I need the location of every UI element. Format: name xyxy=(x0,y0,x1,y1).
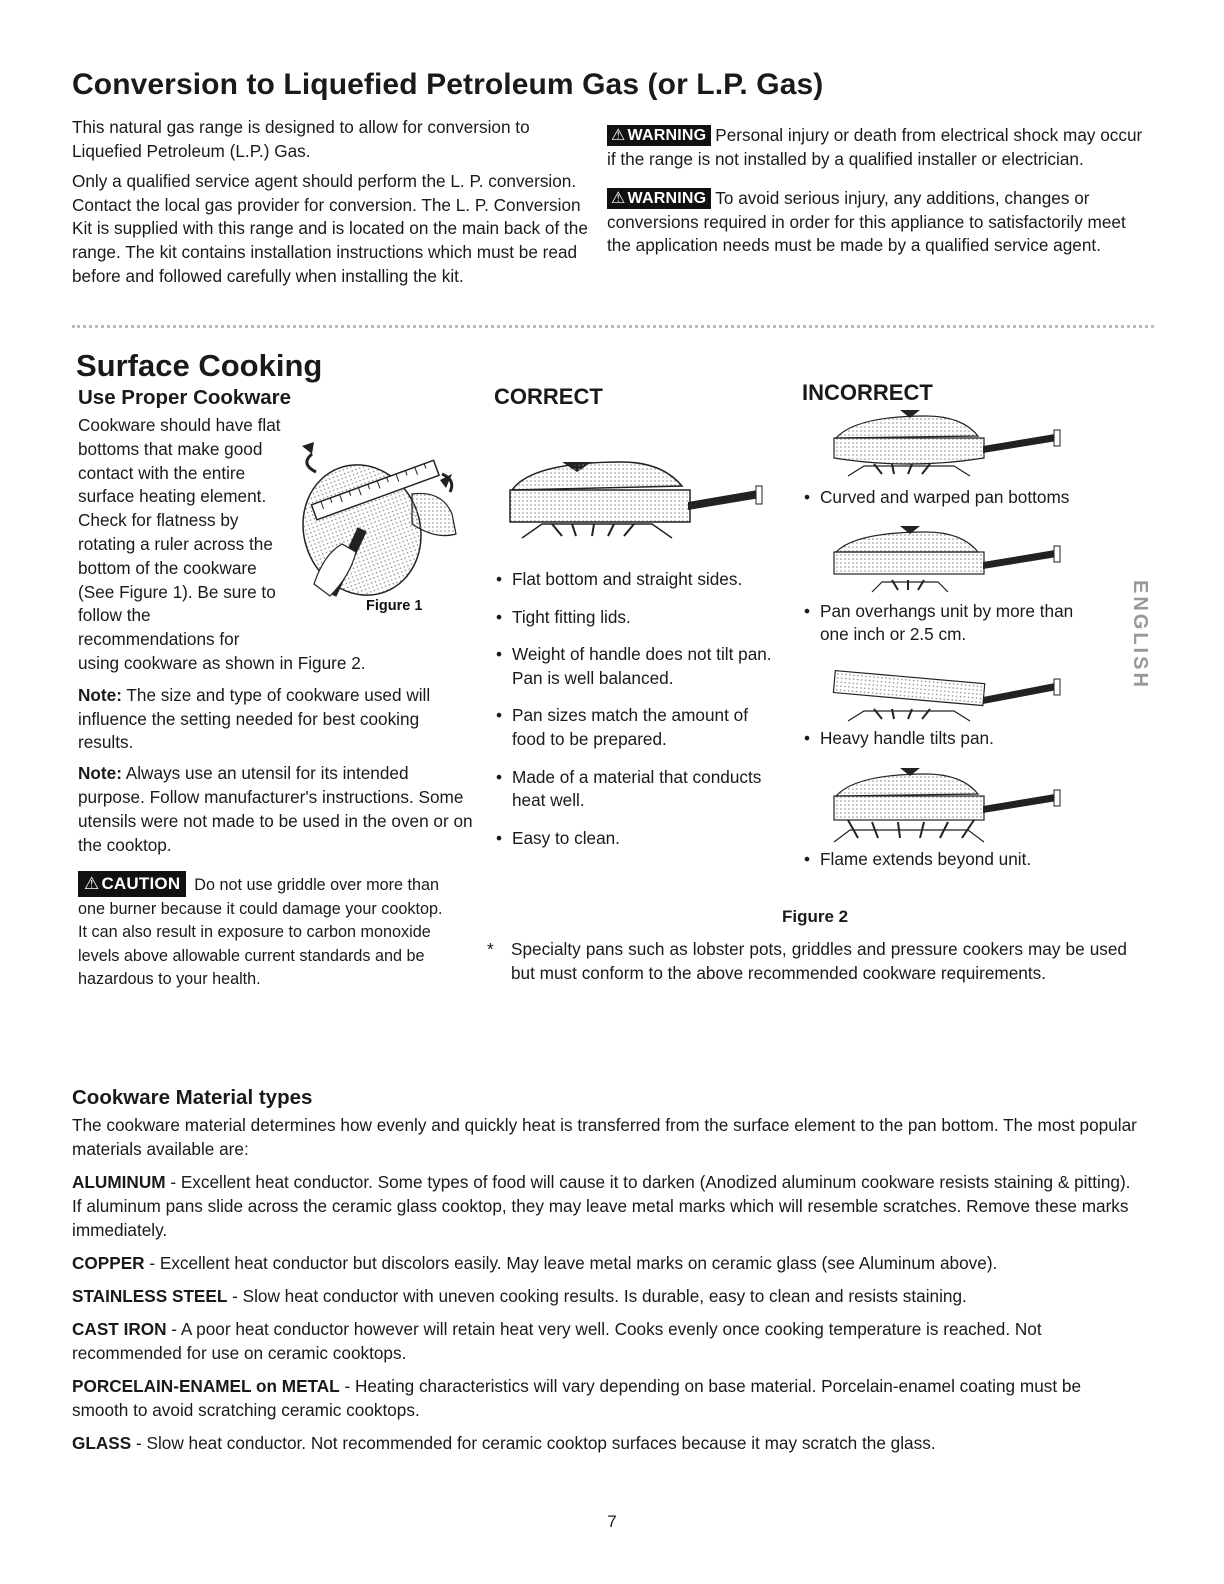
warning-badge xyxy=(607,125,711,146)
curved-pan-illustration xyxy=(828,406,1088,478)
incorrect-list-3 xyxy=(802,727,1102,751)
note-2-text: Always use an utensil for its intended purpose. Follow manufacturer's instructions. Some utensils were not made to be used in the oven or on the cooktop. xyxy=(78,763,473,855)
caution-badge xyxy=(78,871,186,897)
warning-2-text: To avoid serious injury, any additions, changes or conversions required in order for this appliance to satisfactorily meet the application needs must be made by a qualified service agent. xyxy=(607,188,1126,256)
figure-2-label: Figure 2 xyxy=(782,907,849,926)
section-heading-surface-cooking: Surface Cooking xyxy=(76,348,323,383)
list-item: • Pan sizes match the amount of food to be prepared. xyxy=(494,704,784,751)
list-item: • Pan overhangs unit by more than one inch or 2.5 cm. xyxy=(802,600,1102,647)
material-name: GLASS xyxy=(72,1433,132,1453)
material-item xyxy=(72,1284,1142,1308)
tilted-pan-illustration xyxy=(828,659,1088,723)
material-desc: - Excellent heat conductor but discolors easily. May leave metal marks on ceramic glass (see Aluminum above). xyxy=(144,1253,998,1273)
materials-intro: The cookware material determines how evenly and quickly heat is transferred from the surface element to the pan bottom. The most popular materials available are: xyxy=(72,1115,1137,1159)
material-desc: - Excellent heat conductor. Some types of food will cause it to darken (Anodized aluminum cookware resists staining & pitting). If aluminum pans slide across the ceramic glass cooktop, they may leave metal marks which will resemble scratches. Remove these marks immediately. xyxy=(72,1172,1131,1240)
caution-text: Do not use griddle over more than one burner because it could damage your cooktop. It can also result in exposure to carbon monoxide levels above allowable current standards and be hazardous to your health. xyxy=(78,876,443,989)
warning-badge xyxy=(607,188,711,209)
material-name: CAST IRON xyxy=(72,1319,167,1339)
note-1-text: The size and type of cookware used will influence the setting needed for best cooking results. xyxy=(78,684,431,753)
side-tab-english: ENGLISH xyxy=(1129,580,1151,690)
note-1 xyxy=(78,684,473,755)
surface-cooking-left-column xyxy=(78,414,473,999)
page-number: 7 xyxy=(607,1512,617,1531)
material-item xyxy=(72,1317,1142,1365)
caution-triangle-icon: ⚠ xyxy=(84,874,100,894)
figure-1-label: Figure 1 xyxy=(366,598,423,614)
intro-text: Cookware should have flat bottoms that make good contact with the entire surface heating element. Check for flatness by rotating a ruler across the bottom of the cookware (See Figure 1). Be sure to follow the recommendations for using cookware as shown in Figure 2. xyxy=(78,415,366,673)
conversion-warnings xyxy=(607,124,1147,265)
material-desc: - A poor heat conductor however will retain heat very well. Cooks evenly once cooking temperature is reached. Not recommended for use on ceramic cooktops. xyxy=(72,1319,1042,1363)
flame-beyond-pan-illustration xyxy=(828,764,1088,844)
incorrect-heading: INCORRECT xyxy=(802,380,933,405)
note-label: Note: xyxy=(78,684,122,705)
list-item: • Weight of handle does not tilt pan. Pan is well balanced. xyxy=(494,643,784,690)
conversion-text xyxy=(72,116,592,295)
incorrect-list-2 xyxy=(802,600,1102,647)
material-desc: - Slow heat conductor. Not recommended for ceramic cooktop surfaces because it may scratch the glass. xyxy=(131,1433,936,1453)
warning-label: WARNING xyxy=(627,190,707,208)
correct-heading: CORRECT xyxy=(494,384,603,409)
list-item: • Tight fitting lids. xyxy=(494,606,784,630)
caution-block xyxy=(78,871,443,992)
list-item: • Flame extends beyond unit. xyxy=(802,848,1102,872)
list-item: • Flat bottom and straight sides. xyxy=(494,568,784,592)
correct-list xyxy=(494,568,784,850)
caution-label: CAUTION xyxy=(101,874,181,894)
conversion-paragraph-1: This natural gas range is designed to allow for conversion to Liquefied Petroleum (L.P.) Gas. xyxy=(72,117,530,161)
figure-1-float-spacer xyxy=(283,414,473,634)
material-desc: - Slow heat conductor with uneven cooking results. Is durable, easy to clean and resists staining. xyxy=(227,1286,967,1306)
warning-triangle-icon: ⚠ xyxy=(611,127,626,144)
correct-pan-illustration xyxy=(502,420,782,540)
conversion-paragraph-2: Only a qualified service agent should perform the L. P. conversion. Contact the local gas provider for conversion. The L. P. Conversion Kit is supplied with this range and is located on the main back of the range. The kit contains installation instructions which must be read before and followed carefully when installing the kit. xyxy=(72,171,588,286)
list-item: • Curved and warped pan bottoms xyxy=(802,486,1102,510)
specialty-note xyxy=(487,937,1127,985)
incorrect-list-4 xyxy=(802,848,1102,872)
correct-column xyxy=(494,384,784,864)
material-item xyxy=(72,1431,1142,1455)
note-2 xyxy=(78,762,473,857)
warning-triangle-icon: ⚠ xyxy=(611,190,626,208)
note-label: Note: xyxy=(78,763,122,784)
warning-label: WARNING xyxy=(627,127,707,144)
page-title: Conversion to Liquefied Petroleum Gas (or L.P. Gas) xyxy=(72,68,824,101)
specialty-note-text: Specialty pans such as lobster pots, griddles and pressure cookers may be used but must conform to the above recommended cookware requirements. xyxy=(511,939,1127,983)
material-item xyxy=(72,1170,1142,1242)
materials-section xyxy=(72,1113,1142,1464)
subheading-use-proper-cookware: Use Proper Cookware xyxy=(78,386,292,409)
list-item: • Easy to clean. xyxy=(494,827,784,851)
asterisk: * xyxy=(487,939,494,959)
list-item: • Heavy handle tilts pan. xyxy=(802,727,1102,751)
warning-1 xyxy=(607,124,1147,171)
list-item: • Made of a material that conducts heat well. xyxy=(494,766,784,813)
material-name: ALUMINUM xyxy=(72,1172,166,1192)
material-desc: - Heating characteristics will vary depending on base material. Porcelain-enamel coating must be smooth to avoid scratching ceramic cooktops. xyxy=(72,1376,1082,1420)
material-item xyxy=(72,1374,1142,1422)
incorrect-list-1 xyxy=(802,486,1102,510)
material-name: COPPER xyxy=(72,1253,145,1273)
material-item xyxy=(72,1251,1142,1275)
warning-1-text: Personal injury or death from electrical shock may occur if the range is not installed by a qualified installer or electrician. xyxy=(607,125,1143,169)
subheading-cookware-material-types: Cookware Material types xyxy=(72,1086,313,1109)
section-divider xyxy=(72,325,1154,328)
material-name: STAINLESS STEEL xyxy=(72,1286,228,1306)
incorrect-column xyxy=(802,380,1102,886)
material-name: PORCELAIN-ENAMEL on METAL xyxy=(72,1376,340,1396)
overhang-pan-illustration xyxy=(828,522,1088,594)
warning-2 xyxy=(607,187,1147,258)
intro-paragraph xyxy=(78,414,473,676)
